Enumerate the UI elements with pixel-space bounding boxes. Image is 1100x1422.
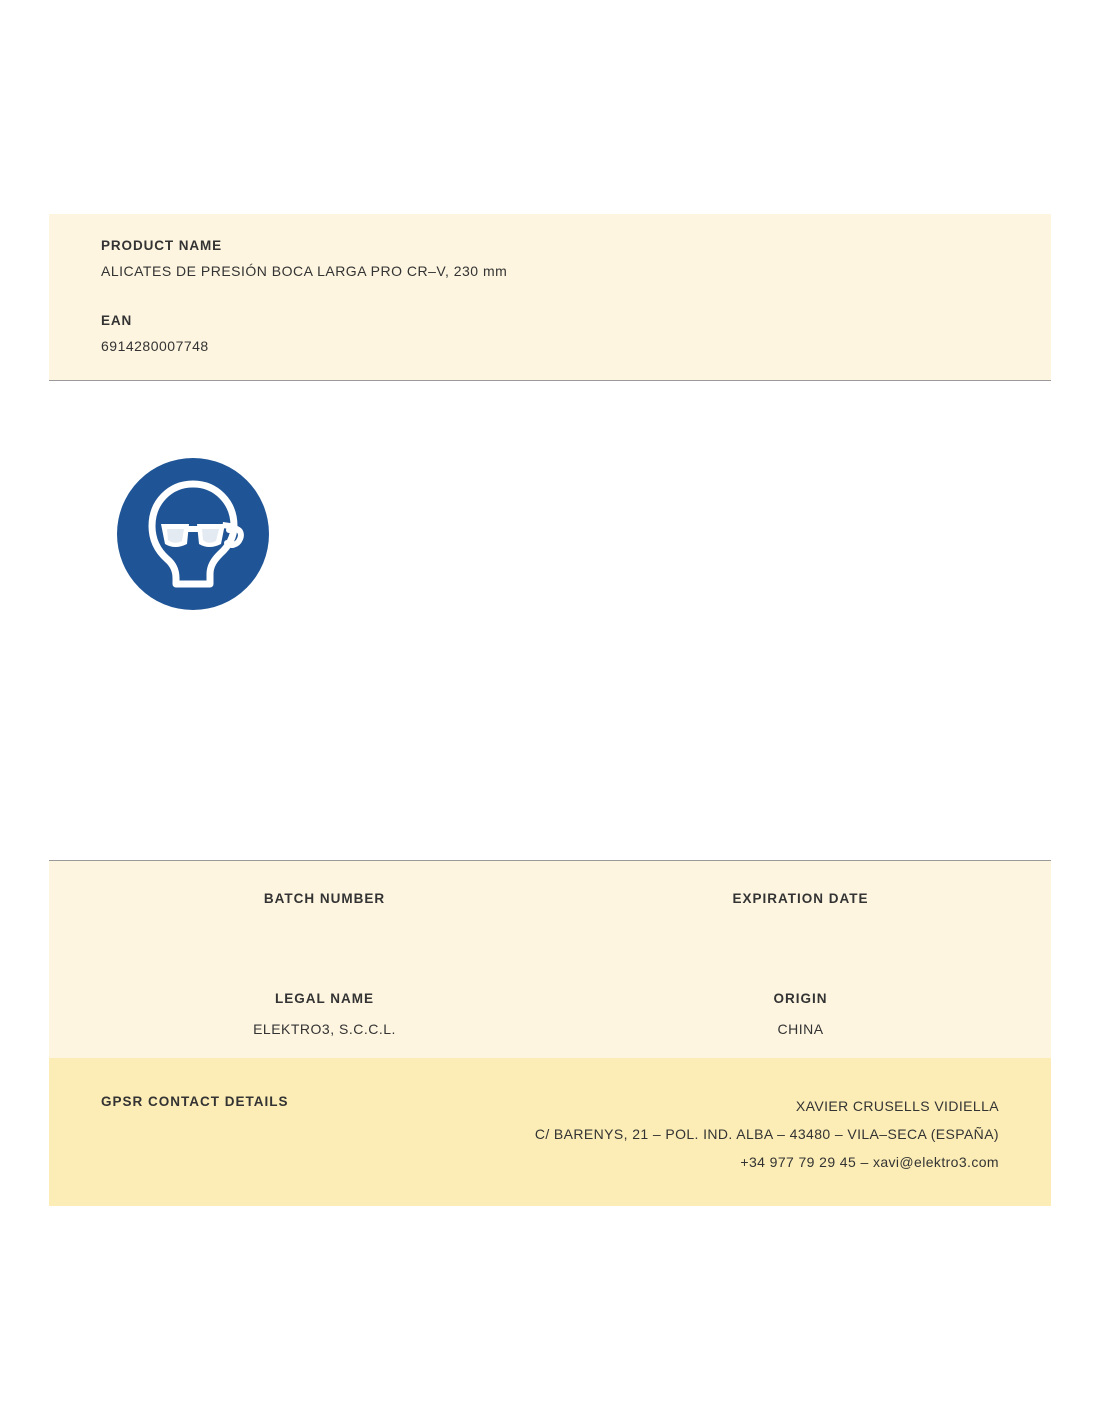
batch-number-value	[109, 921, 540, 937]
gpsr-contact-person: XAVIER CRUSELLS VIDIELLA	[795, 1098, 999, 1114]
gpsr-contact-phone-email: +34 977 79 29 45 – xavi@elektro3.com	[740, 1154, 999, 1170]
product-info-block	[49, 214, 1051, 381]
gpsr-contact-block	[49, 1058, 1051, 1206]
ean-field	[49, 313, 1051, 354]
expiration-date-label: EXPIRATION DATE	[732, 891, 869, 906]
expiration-date-value	[560, 921, 1041, 937]
product-name-label: PRODUCT NAME	[101, 238, 223, 253]
origin-cell	[550, 983, 1051, 1047]
ean-label: EAN	[101, 313, 133, 328]
product-name-value: ALICATES DE PRESIÓN BOCA LARGA PRO CR–V, 230 mm	[101, 263, 508, 279]
batch-number-cell	[49, 883, 550, 947]
table-row	[49, 883, 1051, 947]
product-name-field	[49, 238, 1051, 279]
batch-number-label: BATCH NUMBER	[263, 891, 386, 906]
expiration-date-cell	[550, 883, 1051, 947]
origin-label: ORIGIN	[773, 991, 828, 1006]
gpsr-contact-address: C/ BARENYS, 21 – POL. IND. ALBA – 43480 – VILA–SECA (ESPAÑA)	[534, 1126, 999, 1142]
origin-value: CHINA	[777, 1021, 824, 1037]
product-details-table	[49, 860, 1051, 1066]
legal-name-value: ELEKTRO3, S.C.C.L.	[253, 1021, 396, 1037]
legal-name-cell	[49, 983, 550, 1047]
legal-name-label: LEGAL NAME	[274, 991, 374, 1006]
table-row	[49, 983, 1051, 1047]
wear-eye-protection-icon	[117, 458, 269, 610]
ean-value: 6914280007748	[101, 338, 209, 354]
gpsr-contact-lines	[535, 1092, 999, 1176]
gpsr-contact-title: GPSR CONTACT DETAILS	[101, 1094, 289, 1109]
